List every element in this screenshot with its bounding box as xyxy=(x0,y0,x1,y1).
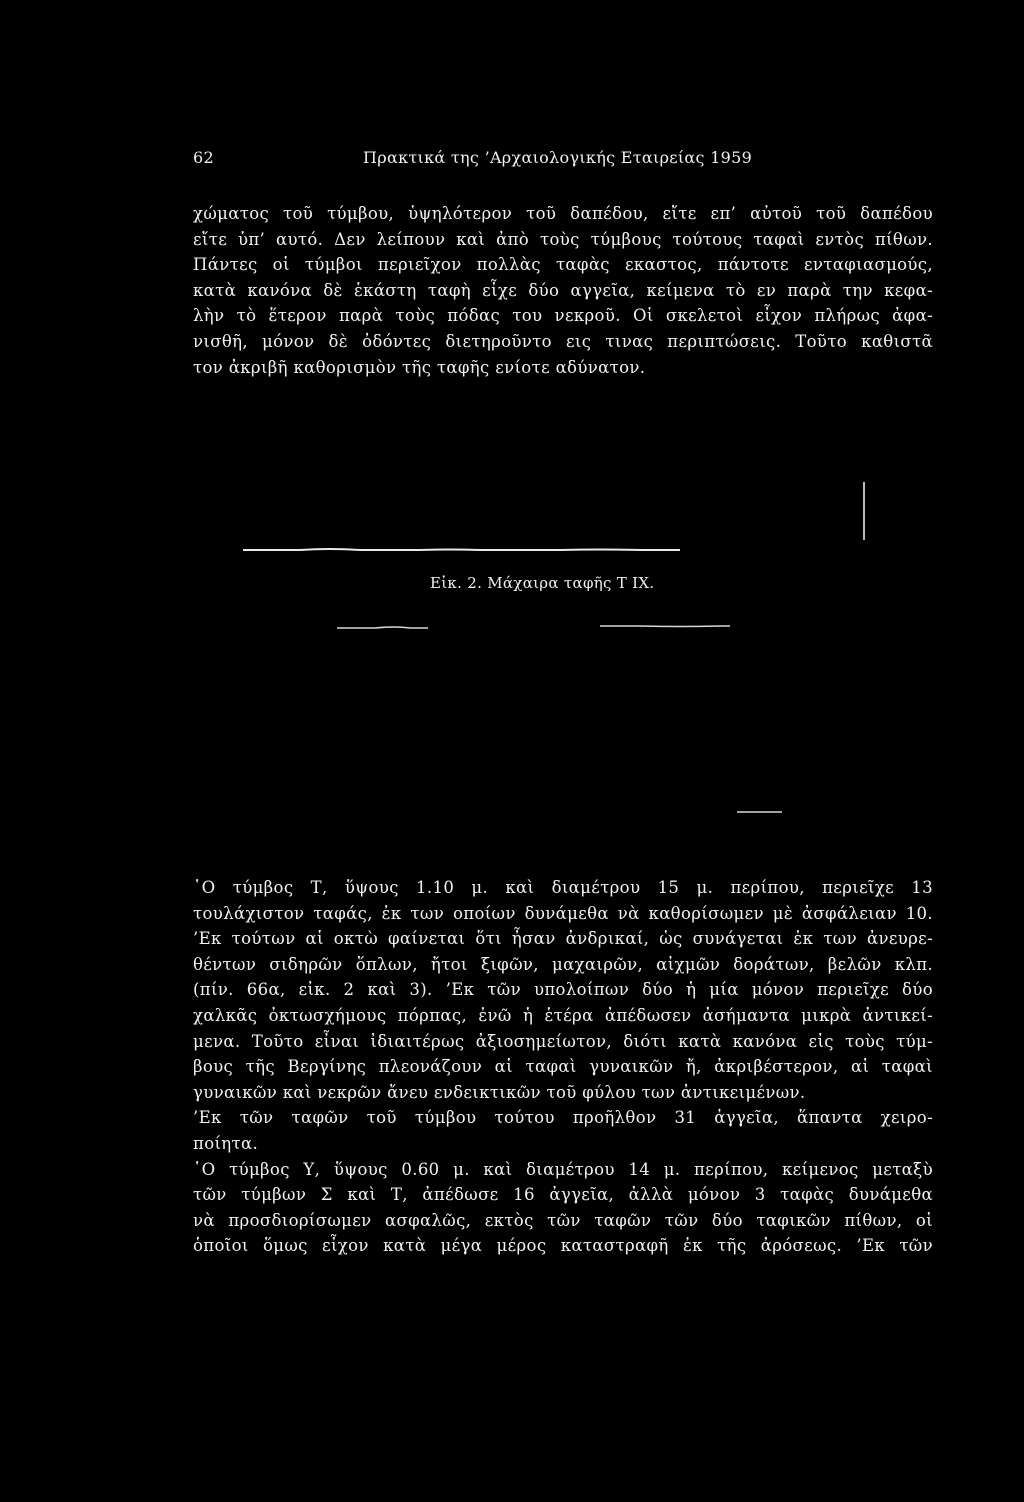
text-line: γυναικῶν καὶ νεκρῶν ἄνευ ενδεικτικῶν τοῦ φύλου των ἀντικειμένων. xyxy=(193,1082,806,1102)
text-line: θέντων σιδηρῶν ὅπλων, ἤτοι ξιφῶν, μαχαιρῶν, αἰχμῶν δοράτων, βελῶν κλπ. xyxy=(193,954,933,974)
paragraph-1 xyxy=(193,201,933,380)
text-line: τουλάχιστον ταφάς, ἐκ των οποίων δυνάμεθα νὰ καθορίσωμεν μὲ ἀσφάλειαν 10. xyxy=(193,903,933,923)
rule-right xyxy=(600,626,730,627)
text-line: τῶν τύμβων Σ καὶ Τ, ἀπέδωσε 16 ἀγγεῖα, ἀλλὰ μόνον 3 ταφὰς δυνάμεθα xyxy=(193,1185,933,1205)
text-line: ποίητα. xyxy=(193,1133,259,1153)
text-line: ’Εκ τῶν ταφῶν τοῦ τύμβου τούτου προῆλθον 31 ἀγγεῖα, ἅπαντα χειρο- xyxy=(193,1108,933,1128)
figure-caption: Εἰκ. 2. Μάχαιρα ταφῆς Τ IX. xyxy=(430,574,655,592)
text-line: λὴν τὸ ἕτερον παρὰ τοὺς πόδας του νεκροῦ. Οἱ σκελετοὶ εἶχον πλήρως ἀφα- xyxy=(193,306,933,326)
blade-line xyxy=(243,549,680,550)
text-line: τον ἀκριβῆ καθορισμὸν τῆς ταφῆς ενίοτε αδύνατον. xyxy=(193,357,646,377)
text-line: ῾Ο τύμβος Τ, ὕψους 1.10 μ. καὶ διαμέτρου 15 μ. περίπου, περιεῖχε 13 xyxy=(193,878,933,897)
figure-knife xyxy=(0,470,1024,850)
page-number: 62 xyxy=(193,148,214,167)
page-header xyxy=(193,147,933,169)
text-line: ὁποῖοι ὅμως εἶχον κατὰ μέγα μέρος καταστραφῆ ἐκ τῆς ἀρόσεως. ’Εκ τῶν xyxy=(193,1236,933,1256)
text-line: (πίν. 66α, εἰκ. 2 καὶ 3). ’Εκ τῶν υπολοίπων δύο ἡ μία μόνον περιεῖχε δύο xyxy=(193,980,933,1000)
text-line: μενα. Τοῦτο εἶναι ἰδιαιτέρως ἀξιοσημείωτον, διότι κατὰ κανόνα εἰς τοὺς τύμ- xyxy=(193,1031,933,1051)
text-line: χώματος τοῦ τύμβου, ὑψηλότερον τοῦ δαπέδου, εἴτε επ’ αὐτοῦ τοῦ δαπέδου xyxy=(193,204,933,223)
text-line: εἴτε ὑπ’ αυτό. Δεν λείπουν καὶ ἀπὸ τοὺς τύμβους τούτους ταφαὶ εντὸς πίθων. xyxy=(193,229,933,249)
paragraph-2 xyxy=(193,875,933,1259)
text-line: νὰ προσδιορίσωμεν ασφαλῶς, εκτὸς τῶν ταφῶν τῶν δύο ταφικῶν πίθων, οἱ xyxy=(193,1210,933,1230)
text-line: κατὰ κανόνα δὲ ἑκάστη ταφὴ εἶχε δύο αγγεῖα, κείμενα τὸ εν παρὰ την κεφα- xyxy=(193,280,933,300)
text-line: χαλκᾶς ὀκτωσχήμους πόρπας, ἐνῶ ἡ ἑτέρα ἀπέδωσεν ἀσήμαντα μικρὰ ἀντικεί- xyxy=(193,1005,933,1025)
running-head: Πρακτικά της ’Αρχαιολογικής Εταιρείας 1959 xyxy=(363,148,753,167)
text-line: ’Εκ τούτων αἱ οκτὼ φαίνεται ὅτι ἦσαν ἀνδρικαί, ὡς συνάγεται ἐκ των ἀνευρε- xyxy=(193,929,933,949)
rule-left xyxy=(337,627,428,628)
text-line: ῾Ο τύμβος Υ, ὕψους 0.60 μ. καὶ διαμέτρου 14 μ. περίπου, κείμενος μεταξὺ xyxy=(193,1159,933,1179)
text-line: Πάντες οἱ τύμβοι περιεῖχον πολλὰς ταφὰς εκαστος, πάντοτε ενταφιασμούς, xyxy=(193,255,933,275)
text-line: βους τῆς Βεργίνης πλεονάζουν αἱ ταφαὶ γυναικῶν ἤ, ἀκριβέστερον, αἱ ταφαὶ xyxy=(193,1057,933,1077)
knife-illustration xyxy=(0,470,1024,850)
text-line: νισθῆ, μόνον δὲ ὀδόντες διετηροῦντο εις τινας περιπτώσεις. Τοῦτο καθιστᾶ xyxy=(193,331,933,351)
